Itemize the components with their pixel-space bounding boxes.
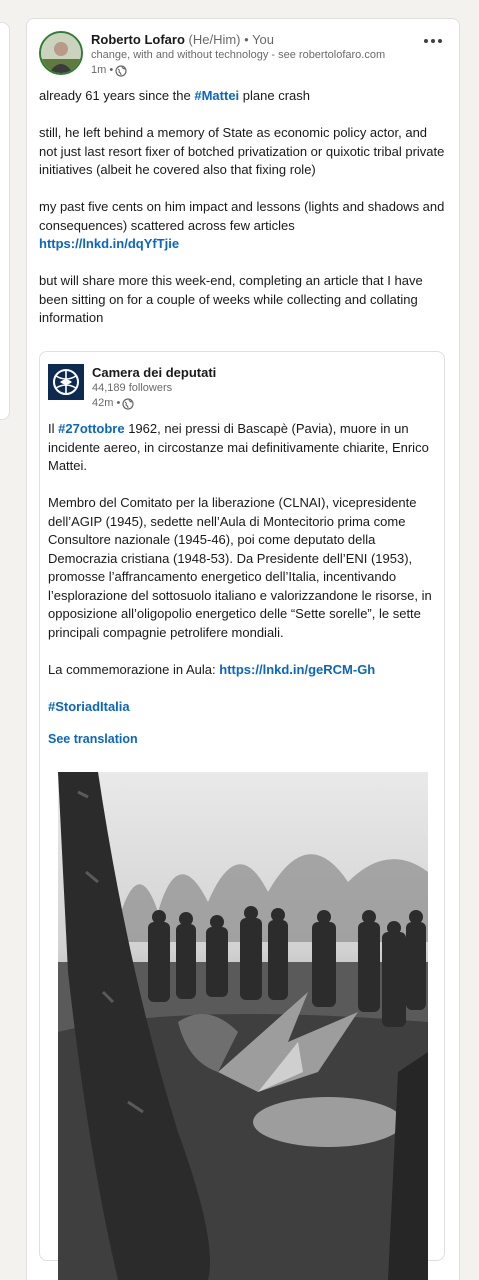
hashtag-27ottobre[interactable]: #27ottobre (58, 421, 125, 436)
author-you-tag: • You (244, 32, 275, 47)
author-meta (91, 31, 407, 78)
globe-icon (115, 65, 127, 77)
commentary-para-3 (39, 198, 445, 254)
author-name-line[interactable] (91, 31, 407, 48)
reshare-text-span: Il (48, 421, 59, 436)
author-avatar[interactable] (39, 31, 83, 75)
adjacent-card-edge (0, 22, 10, 420)
post-time-text: 1m • (91, 64, 114, 76)
hashtag-storiaditalia[interactable]: #StoriadItalia (48, 698, 130, 714)
reshare-para-3 (48, 661, 434, 680)
reshare-meta (92, 364, 216, 411)
reshare-para-2: Membro del Comitato per la liberazione (CLNAI), vicepresidente dell’AGIP (1945), sedette nell’Aula di Montecitorio prima come Consultore nazionale (1945-46), poi come deputato della Democrazia cristiana (1948-53). Da Presidente dell’ENI (1953), promosse l’affrancamento energetico dell’Italia, incentivando l’esplorazione del sottosuolo italiano e valorizzandone le risorse, in opposizione all’oligopolio energetico delle “Sette sorelle”, le sette principali compagnie petrolifere mondiali. (48, 495, 432, 640)
commentary-text: already 61 years since the (39, 88, 195, 103)
camera-deputati-logo[interactable] (48, 364, 84, 400)
post-commentary (39, 87, 445, 346)
commentary-text: my past five cents on him impact and lessons (lights and shadows and consequences) scattered across few articles (39, 199, 445, 233)
org-name[interactable]: Camera dei deputati (92, 365, 217, 380)
reshared-post[interactable] (39, 351, 445, 1261)
reshare-text-span: 1962, nei pressi di Bascapè (Pavia), muore in un incidente aereo, in circostanze mai definitivamente chiarite, Enrico Mattei. (48, 421, 429, 473)
reshare-para-1 (48, 420, 434, 476)
photo-illustration (58, 772, 428, 1280)
see-translation-button[interactable]: See translation (48, 732, 138, 746)
commentary-para-2: still, he left behind a memory of State as economic policy actor, and not just last resort fixer of botched privatization or quixotic tribal private initiatives (albeit he covered also that fixing role) (39, 125, 445, 177)
reshare-text (48, 420, 434, 735)
commentary-para-4: but will share more this week-end, completing an article that I have been sitting on for a couple of weeks while collecting and collating information (39, 273, 423, 325)
commentary-text: plane crash (239, 88, 310, 103)
author-headline: change, with and without technology - see robertolofaro.com (91, 49, 386, 61)
more-options-icon[interactable] (421, 33, 445, 49)
author-name[interactable]: Roberto Lofaro (91, 32, 185, 47)
author-pronouns: (He/Him) (188, 32, 241, 47)
reshare-text-span: La commemorazione in Aula: (48, 661, 220, 677)
org-followers: 44,189 followers (92, 382, 173, 394)
reshare-actor (48, 364, 436, 414)
commemorazione-link[interactable]: https://lnkd.in/geRCM-Gh (219, 661, 376, 677)
hashtag-mattei[interactable]: #Mattei (194, 88, 240, 103)
post-actor (39, 31, 447, 81)
post-time (91, 63, 407, 78)
feed-post (26, 18, 460, 1280)
reshare-time (92, 396, 216, 411)
crash-site-photo[interactable] (58, 772, 428, 1280)
commentary-para-1 (39, 87, 445, 106)
article-link[interactable]: https://lnkd.in/dqYfTjie (39, 236, 180, 251)
reshare-time-text: 42m • (92, 397, 121, 409)
globe-icon (122, 398, 134, 410)
reshare-para-4 (48, 698, 434, 717)
